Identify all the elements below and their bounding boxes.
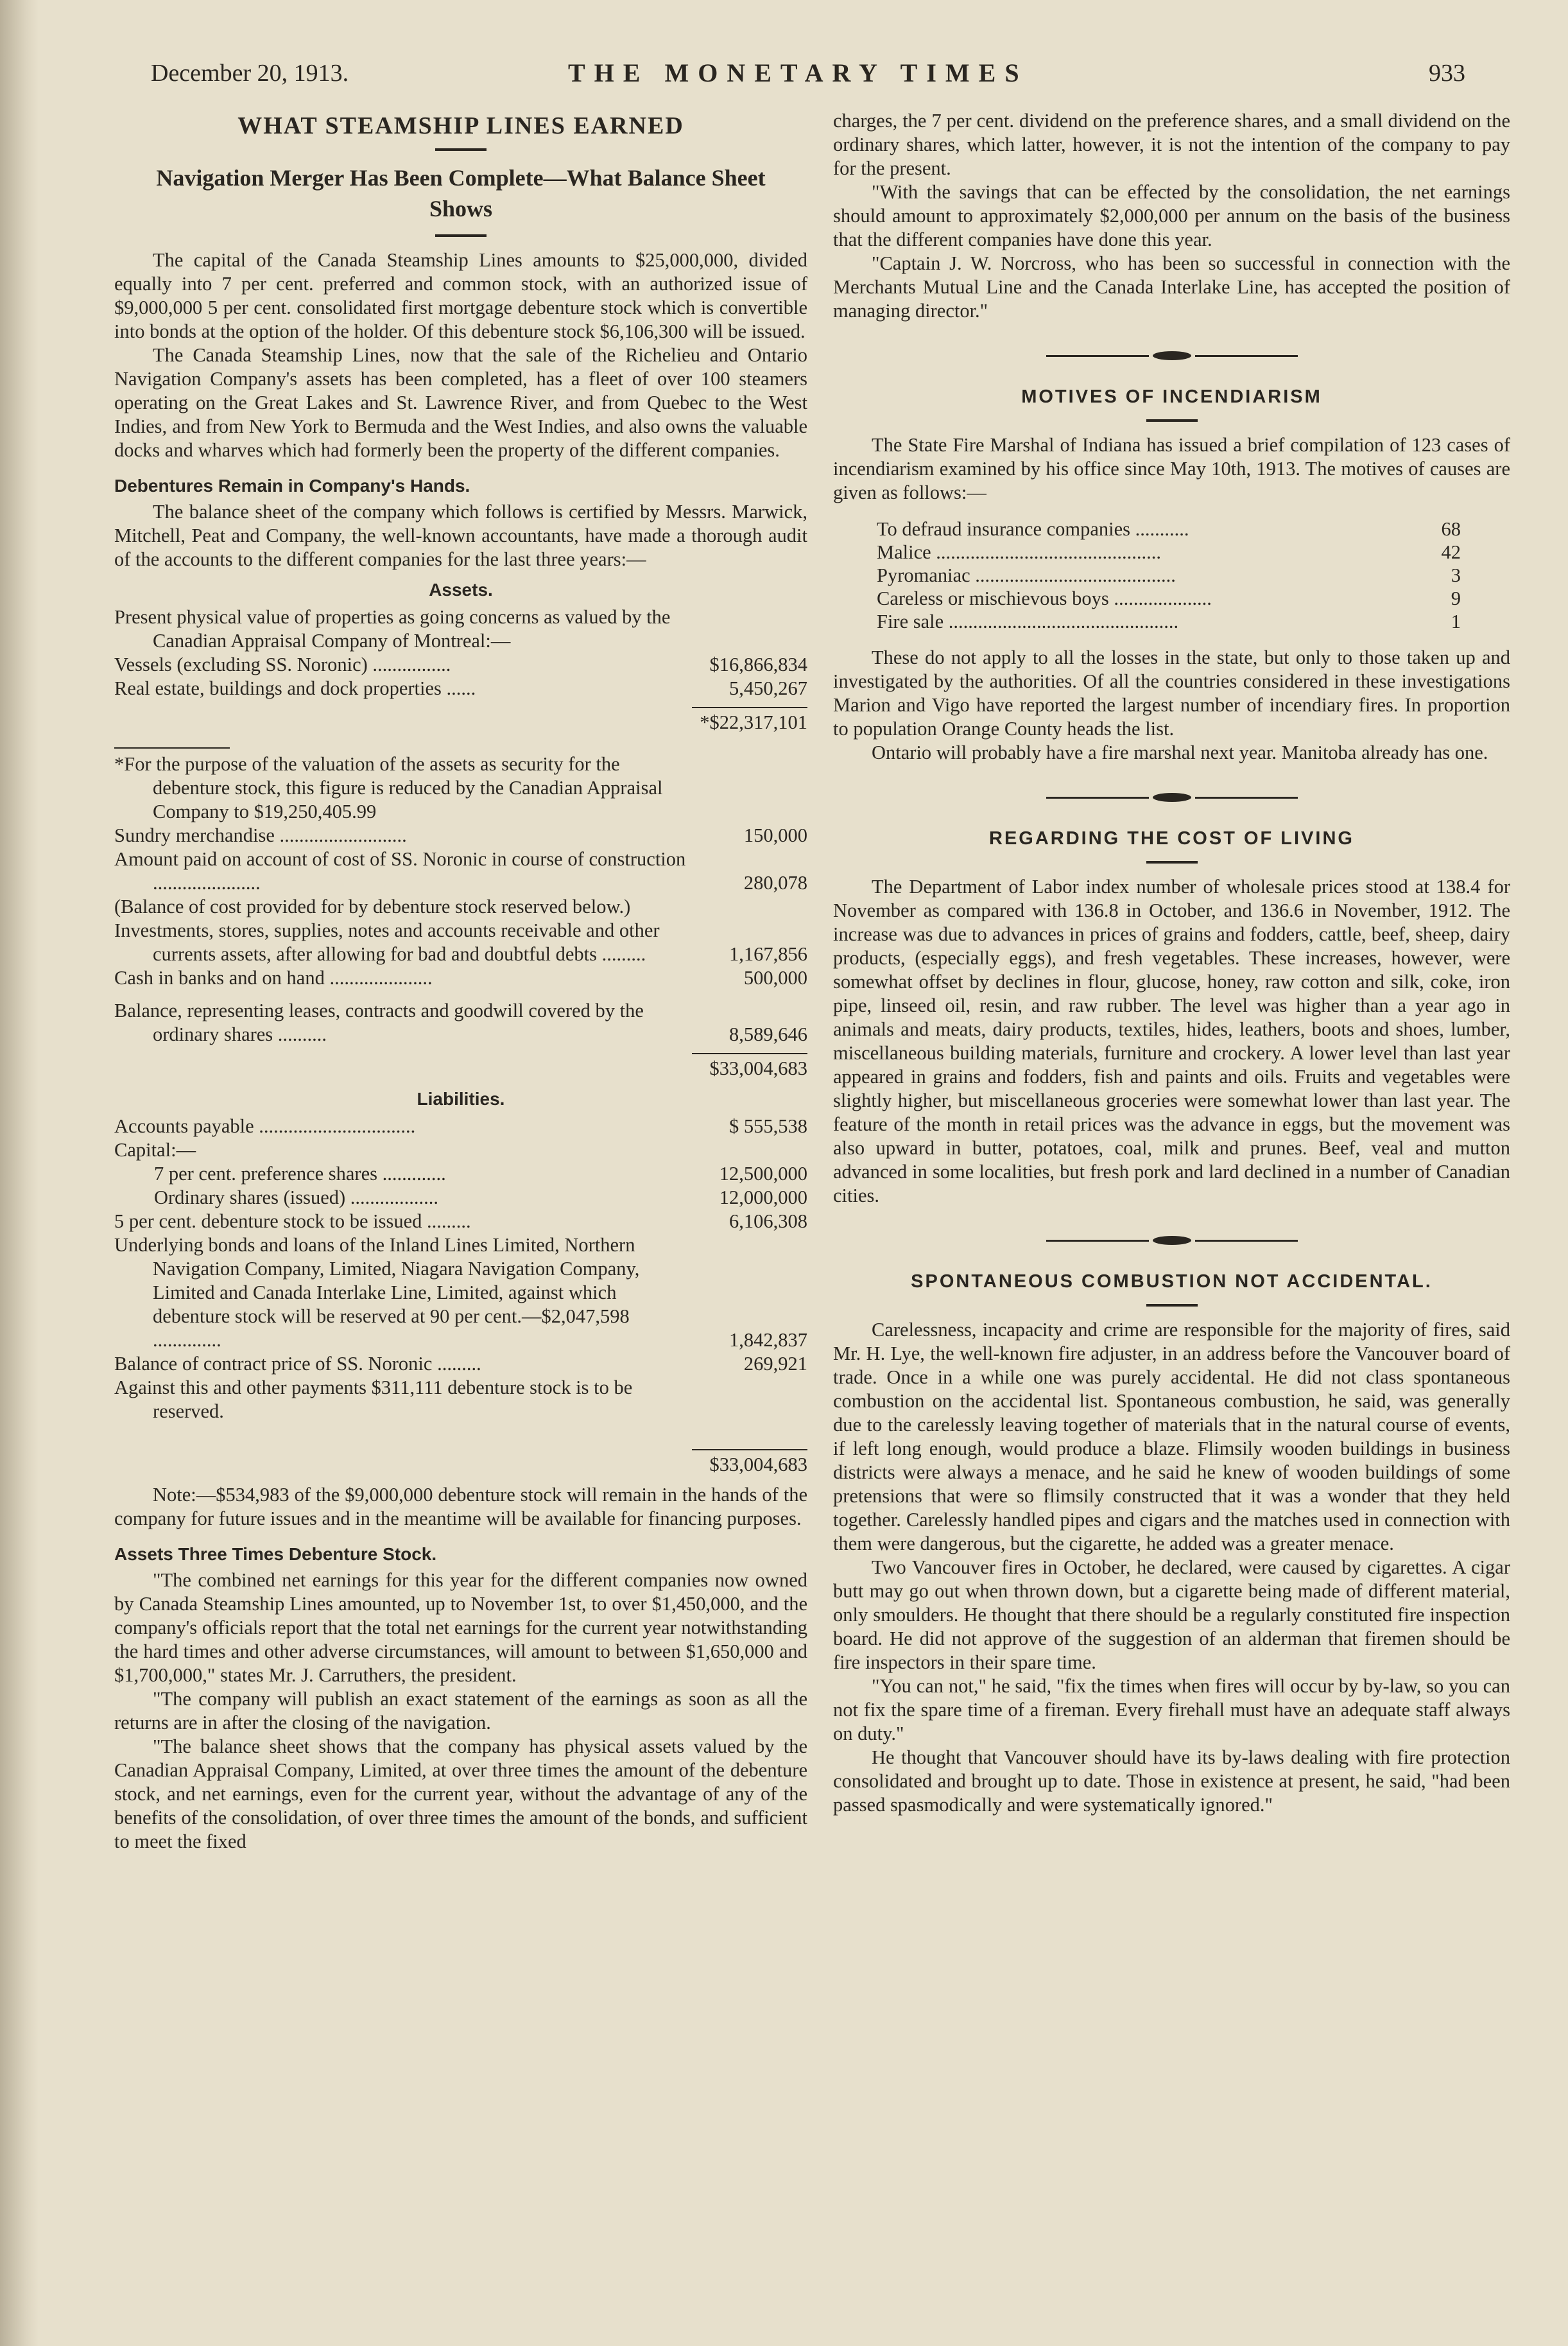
asset-value: 8,589,646 bbox=[729, 1023, 807, 1045]
motive-count: 9 bbox=[1451, 587, 1461, 609]
asset-label: Balance, representing leases, contracts and goodwill covered by the ordinary shares .......... bbox=[114, 1000, 644, 1045]
article-title-spontaneous-combustion: SPONTANEOUS COMBUSTION NOT ACCIDENTAL. bbox=[911, 1271, 1433, 1292]
paragraph: "Captain J. W. Norcross, who has been so successful in connection with the Merchants Mutual Line and the Canada Interlake Line, has accepted the position of managing director." bbox=[833, 252, 1510, 322]
motives-table bbox=[877, 517, 1461, 633]
subheading-debentures: Debentures Remain in Company's Hands. bbox=[114, 476, 470, 496]
page-spine-shadow bbox=[0, 0, 39, 2346]
paragraph: The State Fire Marshal of Indiana has issued a brief compilation of 123 cases of incendiarism examined by his office since May 10th, 1913. The motives of causes are given as follows:— bbox=[833, 434, 1510, 503]
assets-table-continued bbox=[114, 752, 807, 990]
paragraph: Carelessness, incapacity and crime are responsible for the majority of fires, said Mr. H. Lye, the well-known fire adjuster, in an address before the Vancouver board of trade. Once in a while one was purely accidental. He did not class spontaneous combustion on the accidental list. Spontaneous combustion, he said, was generally due to the carelessly leaving together of materials that in the natural course of events, if left long enough, would produce a blaze. Flimsily wooden buildings in business districts were always a menace, and he said he knew of wooden buildings of some pretensions that were so flimsily constructed that it was a wonder that they held together. Carelessly handled pipes and cigars and the matches used in connection with them were dangerous, but the cigarette, he added was a greater menace. bbox=[833, 1319, 1510, 1554]
paragraph: These do not apply to all the losses in the state, but only to those taken up and investigated by the authorities. Of all the countries considered in these investigations Marion and Vigo have reported the largest number of incendiary fires. In proportion to population Orange County heads the list. bbox=[833, 647, 1510, 740]
motive-label: Pyromaniac ......................................... bbox=[877, 564, 1176, 586]
motive-count: 42 bbox=[1441, 541, 1461, 563]
asset-label: Real estate, buildings and dock properties ...... bbox=[114, 677, 476, 699]
header-date: December 20, 1913. bbox=[151, 60, 349, 87]
header-page-number: 933 bbox=[1429, 60, 1465, 87]
motive-label: Careless or mischievous boys .................... bbox=[877, 587, 1212, 609]
paragraph-note: Note:—$534,983 of the $9,000,000 debenture stock will remain in the hands of the company for future issues and in the meantime will be available for financing purposes. bbox=[114, 1484, 807, 1529]
article-subtitle-steamship: Navigation Merger Has Been Complete—What Balance Sheet Shows bbox=[156, 165, 766, 222]
asset-label: (Balance of cost provided for by debenture stock reserved below.) bbox=[114, 896, 631, 917]
motive-count: 68 bbox=[1441, 518, 1461, 540]
liabilities-table bbox=[114, 1115, 807, 1423]
motive-count: 3 bbox=[1451, 564, 1461, 586]
paragraph: "You can not," he said, "fix the times when fires will occur by by-law, so you can not fix the spare time of a fireman. Every firehall must have an adequate staff always on duty." bbox=[833, 1675, 1510, 1744]
asset-value: 280,078 bbox=[743, 872, 807, 894]
liability-label: Ordinary shares (issued) .................. bbox=[154, 1186, 439, 1208]
motive-label: Fire sale ............................................... bbox=[877, 611, 1179, 632]
liability-value: 1,842,837 bbox=[729, 1329, 807, 1351]
paragraph: Ontario will probably have a fire marshal next year. Manitoba already has one. bbox=[872, 742, 1488, 763]
paragraph-continued: charges, the 7 per cent. dividend on the preference shares, and a small dividend on the ordinary shares, which latter, however, it is not the intention of the company to pay for the present. bbox=[833, 110, 1510, 179]
liabilities-total: $33,004,683 bbox=[114, 1449, 807, 1477]
paragraph: "The company will publish an exact statement of the earnings as soon as all the returns are in after the closing of the navigation. bbox=[114, 1688, 807, 1733]
paragraph: "With the savings that can be effected by the consolidation, the net earnings should amount to approximately $2,000,000 per annum on the basis of the business that the different companies have done this year. bbox=[833, 181, 1510, 250]
liability-label: Accounts payable ................................ bbox=[114, 1115, 416, 1137]
motive-label: To defraud insurance companies ........... bbox=[877, 518, 1189, 540]
title-rule bbox=[1146, 419, 1198, 422]
liability-label: Capital:— bbox=[114, 1139, 196, 1161]
paragraph: "The combined net earnings for this year for the different companies now owned by Canada Steamship Lines amounted, up to November 1st, to over $1,450,000, and the company's officials report that the total net earnings for the current year notwithstanding the hard times and other adverse circumstances, will amount to between $1,650,000 and $1,700,000," states Mr. J. Carruthers, the president. bbox=[114, 1569, 807, 1686]
liability-value: 269,921 bbox=[743, 1353, 807, 1375]
motive-count: 1 bbox=[1451, 611, 1461, 632]
assets-total: $33,004,683 bbox=[114, 1053, 807, 1081]
section-ornament bbox=[833, 342, 1510, 366]
motive-label: Malice .............................................. bbox=[877, 541, 1162, 563]
liability-label: Against this and other payments $311,111 debenture stock is to be reserved. bbox=[114, 1377, 633, 1422]
paragraph: He thought that Vancouver should have its by-laws dealing with fire protection consolidated and brought up to date. Those in existence at present, he said, "had been passed spasmodically and were systematically ignored." bbox=[833, 1746, 1510, 1816]
paragraph: Two Vancouver fires in October, he declared, were caused by cigarettes. A cigar butt may go out when thrown down, but a cigarette being made of different material, only smoulders. He thought that there should be a regularly constituted fire inspection board. He did not approve of the suggestion of an alderman that firemen should be fire inspectors in their spare time. bbox=[833, 1556, 1510, 1673]
page-header bbox=[0, 59, 1568, 104]
assets-subtotal: *$22,317,101 bbox=[114, 707, 807, 734]
liability-label: Underlying bonds and loans of the Inland Lines Limited, Northern Navigation Company, Limited, Niagara Navigation Company, Limited and Canada Interlake Line, Limited, against which debenture stock will be reserved at 90 per cent.—$2,047,598 .............. bbox=[114, 1234, 640, 1351]
liability-value: 12,500,000 bbox=[719, 1163, 807, 1185]
article-title-cost-of-living: REGARDING THE COST OF LIVING bbox=[989, 828, 1354, 849]
subtitle-rule bbox=[435, 234, 487, 237]
asset-label: Present physical value of properties as going concerns as valued by the Canadian Appraisal Company of Montreal:— bbox=[114, 606, 671, 652]
section-ornament bbox=[833, 1227, 1510, 1251]
article-title-steamship: WHAT STEAMSHIP LINES EARNED bbox=[237, 112, 684, 139]
left-column bbox=[114, 109, 807, 1854]
title-rule bbox=[435, 148, 487, 151]
subheading-assets-three-times: Assets Three Times Debenture Stock. bbox=[114, 1544, 437, 1564]
asset-label: Investments, stores, supplies, notes and accounts receivable and other currents assets, after allowing for bad and doubtful debts ......... bbox=[114, 919, 660, 965]
liability-label: 7 per cent. preference shares ............. bbox=[154, 1163, 446, 1185]
liability-label: 5 per cent. debenture stock to be issued ......... bbox=[114, 1210, 471, 1232]
asset-value: 1,167,856 bbox=[729, 943, 807, 965]
asset-value: 150,000 bbox=[743, 824, 807, 846]
liability-value: 6,106,308 bbox=[729, 1210, 807, 1232]
paragraph: The Canada Steamship Lines, now that the sale of the Richelieu and Ontario Navigation Company's assets has been completed, has a fleet of over 100 steamers operating on the Great Lakes and St. Lawrence River, and from Quebec to the West Indies, and from New York to Bermuda and the West Indies, and also owns the valuable docks and wharves which had formerly been the property of the different companies. bbox=[114, 344, 807, 461]
right-column bbox=[833, 109, 1510, 1817]
asset-value: 500,000 bbox=[743, 967, 807, 989]
title-rule bbox=[1146, 861, 1198, 864]
asset-label: Amount paid on account of cost of SS. Noronic in course of construction ...................... bbox=[114, 848, 686, 894]
section-ornament bbox=[833, 784, 1510, 808]
asset-label: Sundry merchandise .......................... bbox=[114, 824, 407, 846]
heading-liabilities: Liabilities. bbox=[417, 1089, 505, 1109]
header-publication-title: THE MONETARY TIMES bbox=[568, 58, 1028, 87]
title-rule bbox=[1146, 1304, 1198, 1307]
asset-value: 5,450,267 bbox=[729, 677, 807, 699]
asset-label: Cash in banks and on hand ..................... bbox=[114, 967, 433, 989]
asset-footnote: *For the purpose of the valuation of the assets as security for the debenture stock, this figure is reduced by the Canadian Appraisal Company to $19,250,405.99 bbox=[114, 753, 663, 822]
assets-table bbox=[114, 605, 807, 700]
liability-value: $ 555,538 bbox=[729, 1115, 807, 1137]
paragraph: The Department of Labor index number of wholesale prices stood at 138.4 for November as compared with 136.8 in October, and 136.6 in November, 1912. The increase was due to advances in prices of grains and fodders, cattle, beef, sheep, dairy products, (especially eggs), and fresh vegetables. These increases, however, were somewhat offset by declines in flour, glucose, honey, raw cotton and silk, coke, iron pipe, linseed oil, resin, and raw rubber. The level was higher than a year ago in animals and meats, dairy products, textiles, hides, leathers, boots and shoes, lumber, miscellaneous building materials, furniture and crockery. A lower level than last year appeared in grains and fodders, fish and paints and oils. Fruits and vegetables were slightly higher, but miscellaneous groceries were somewhat lower than last year. The feature of the month in retail prices was the advance in eggs, but the movement was also upward in butter, potatoes, coal, milk and prunes. Beef, veal and mutton advanced in some localities, but fresh pork and lard declined in a number of Canadian cities. bbox=[833, 876, 1510, 1206]
liability-label: Balance of contract price of SS. Noronic ......... bbox=[114, 1353, 481, 1375]
liability-value: 12,000,000 bbox=[719, 1186, 807, 1208]
paragraph: The balance sheet of the company which follows is certified by Messrs. Marwick, Mitchell, Peat and Company, the well-known accountants, have made a thorough audit of the accounts to the different companies for the last three years:— bbox=[114, 501, 807, 570]
heading-assets: Assets. bbox=[429, 580, 493, 600]
footnote-rule bbox=[114, 747, 230, 749]
balance-row bbox=[114, 999, 807, 1047]
asset-value: $16,866,834 bbox=[709, 654, 807, 675]
article-title-incendiarism: MOTIVES OF INCENDIARISM bbox=[1021, 387, 1322, 407]
asset-label: Vessels (excluding SS. Noronic) ................ bbox=[114, 654, 451, 675]
paragraph: The capital of the Canada Steamship Lines amounts to $25,000,000, divided equally into 7 per cent. preferred and common stock, with an authorized issue of $9,000,000 5 per cent. consolidated first mortgage debenture stock which is convertible into bonds at the option of the holder. Of this debenture stock $6,106,300 will be issued. bbox=[114, 249, 807, 342]
paragraph: "The balance sheet shows that the company has physical assets valued by the Canadian Appraisal Company, Limited, at over three times the amount of the debenture stock, and net earnings, even for the current year, without the advantage of any of the benefits of the consolidation, of over three times the amount of the bonds, and sufficient to meet the fixed bbox=[114, 1735, 807, 1852]
